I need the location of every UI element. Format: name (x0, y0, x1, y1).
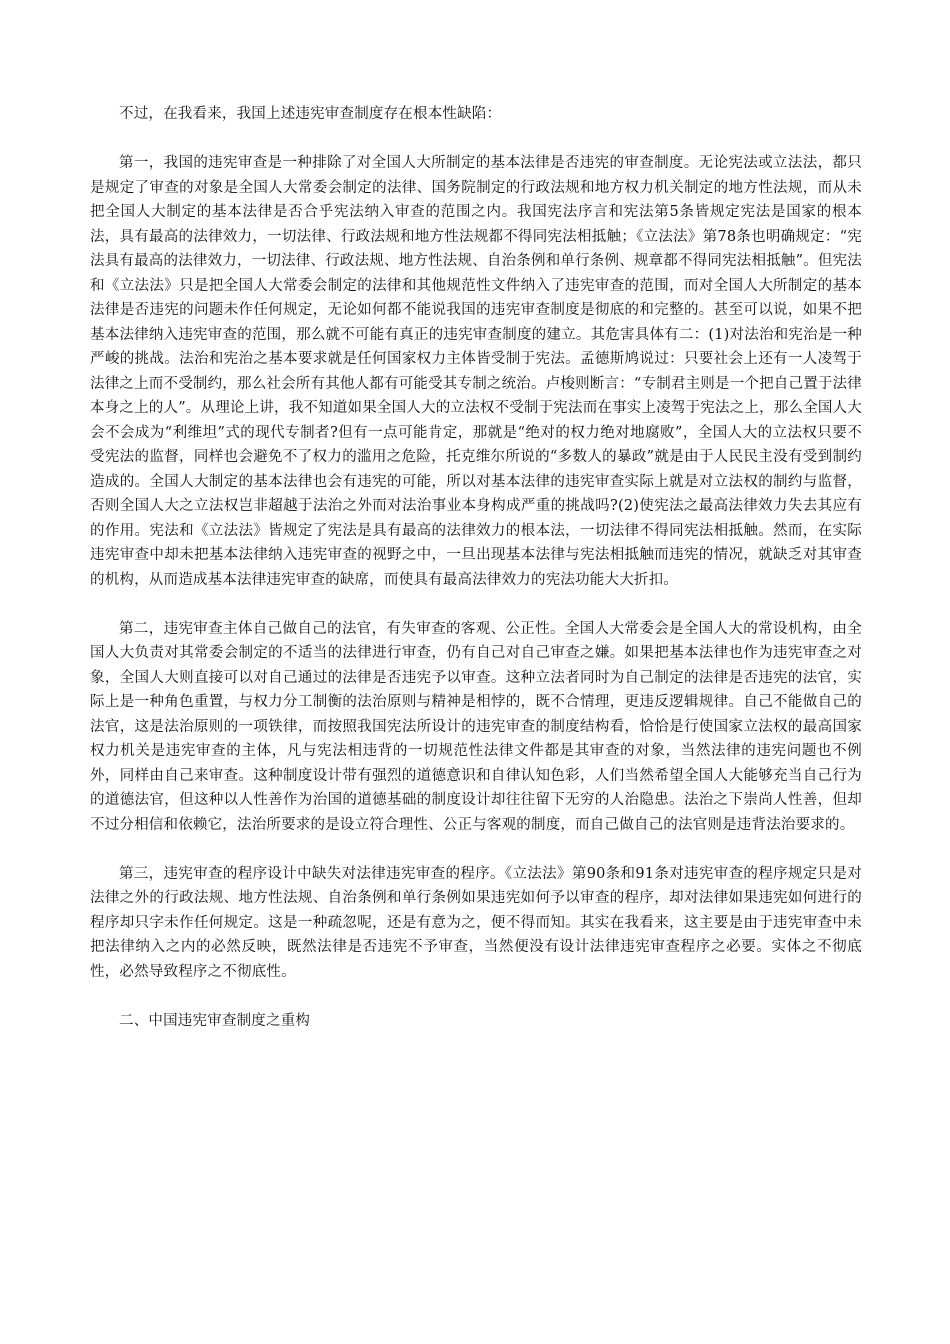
paragraph-first-defect: 第一，我国的违宪审查是一种排除了对全国人大所制定的基本法律是否违宪的审查制度。无论宪法或立法法，都只是规定了审查的对象是全国人大常委会制定的法律、国务院制定的行政法规和地方权力机关制定的地方性法规，而从未把全国人大制定的基本法律是否合乎宪法纳入审查的范围之内。我国宪法序言和宪法第5条皆规定宪法是国家的根本法，具有最高的法律效力，一切法律、行政法规和地方性法规都不得同宪法相抵触；《立法法》第78条也明确规定：“宪法具有最高的法律效力，一切法律、行政法规、地方性法规、自治条例和单行条例、规章都不得同宪法相抵触”。但宪法和《立法法》只是把全国人大常委会制定的法律和其他规范性文件纳入了违宪审查的范围，而对全国人大所制定的基本法律是否违宪的问题未作任何规定，无论如何都不能说我国的违宪审查制度是彻底的和完整的。甚至可以说，如果不把基本法律纳入违宪审查的范围，那么就不可能有真正的违宪审查制度的建立。其危害具体有二：(1)对法治和宪治是一种严峻的挑战。法治和宪治之基本要求就是任何国家权力主体皆受制于宪法。孟德斯鸠说过：只要社会上还有一人凌驾于法律之上而不受制约，那么社会所有其他人都有可能受其专制之统治。卢梭则断言：“专制君主则是一个把自己置于法律本身之上的人”。从理论上讲，我不知道如果全国人大的立法权不受制于宪法而在事实上凌驾于宪法之上，那么全国人大会不会成为“利维坦”式的现代专制者?但有一点可能肯定，那就是“绝对的权力绝对地腐败”，全国人大的立法权只要不受宪法的监督，同样也会避免不了权力的滥用之危险，托克维尔所说的“多数人的暴政”就是由于人民民主没有受到制约造成的。全国人大制定的基本法律也会有违宪的可能，所以对基本法律的违宪审查实际上就是对立法权的制约与监督，否则全国人大之立法权岂非超越于法治之外而对法治事业本身构成严重的挑战吗?(2)使宪法之最高法律效力失去其应有的作用。宪法和《立法法》皆规定了宪法是具有最高的法律效力的根本法，一切法律不得同宪法相抵触。然而，在实际违宪审查中却未把基本法律纳入违宪审查的视野之中，一旦出现基本法律与宪法相抵触而违宪的情况，就缺乏对其审查的机构，从而造成基本法律违宪审查的缺席，而使具有最高法律效力的宪法功能大大折扣。 (90, 155, 863, 588)
intro-paragraph: 不过，在我看来，我国上述违宪审查制度存在根本性缺陷： (119, 106, 502, 122)
paragraph-third-defect: 第三，违宪审查的程序设计中缺失对法律违宪审查的程序。《立法法》第90条和91条对违宪审查的程序规定只是对法律之外的行政法规、地方性法规、自治条例和单行条例如果违宪如何予以审查的程序，却对法律如果违宪如何进行的程序却只字未作任何规定。这是一种疏忽呢，还是有意为之，便不得而知。其实在我看来，这主要是由于违宪审查中未把法律纳入之内的必然反映，既然法律是否违宪不予审查，当然便没有设计法律违宪审查程序之必要。实体之不彻底性，必然导致程序之不彻底性。 (90, 865, 862, 980)
section-heading: 二、中国违宪审查制度之重构 (119, 1012, 311, 1029)
paragraph-second-defect: 第二，违宪审查主体自己做自己的法官，有失审查的客观、公正性。全国人大常委会是全国人大的常设机构，由全国人大负责对其常委会制定的不适当的法律进行审查，仍有自己对自己审查之嫌。如果把基本法律也作为违宪审查之对象，全国人大则直接可以对自己通过的法律是否违宪予以审查。这种立法者同时为自己制定的法律是否违宪的法官，实际上是一种角色重置，与权力分工制衡的法治原则与精神是相悖的，既不合情理，更违反逻辑规律。自己不能做自己的法官，这是法治原则的一项铁律，而按照我国宪法所设计的违宪审查的制度结构看，恰恰是行使国家立法权的最高国家权力机关是违宪审查的主体，凡与宪法相违背的一切规范性法律文件都是其审查的对象，当然法律的违宪问题也不例外，同样由自己来审查。这种制度设计带有强烈的道德意识和自律认知色彩，人们当然希望全国人大能够充当自己行为的道德法官，但这种以人性善作为治国的道德基础的制度设计却往往留下无穷的人治隐患。法治之下崇尚人性善，但却不过分相信和依赖它，法治所要求的是设立符合理性、公正与客观的制度，而自己做自己的法官则是违背法治要求的。 (90, 620, 862, 833)
document-body (90, 102, 862, 1033)
